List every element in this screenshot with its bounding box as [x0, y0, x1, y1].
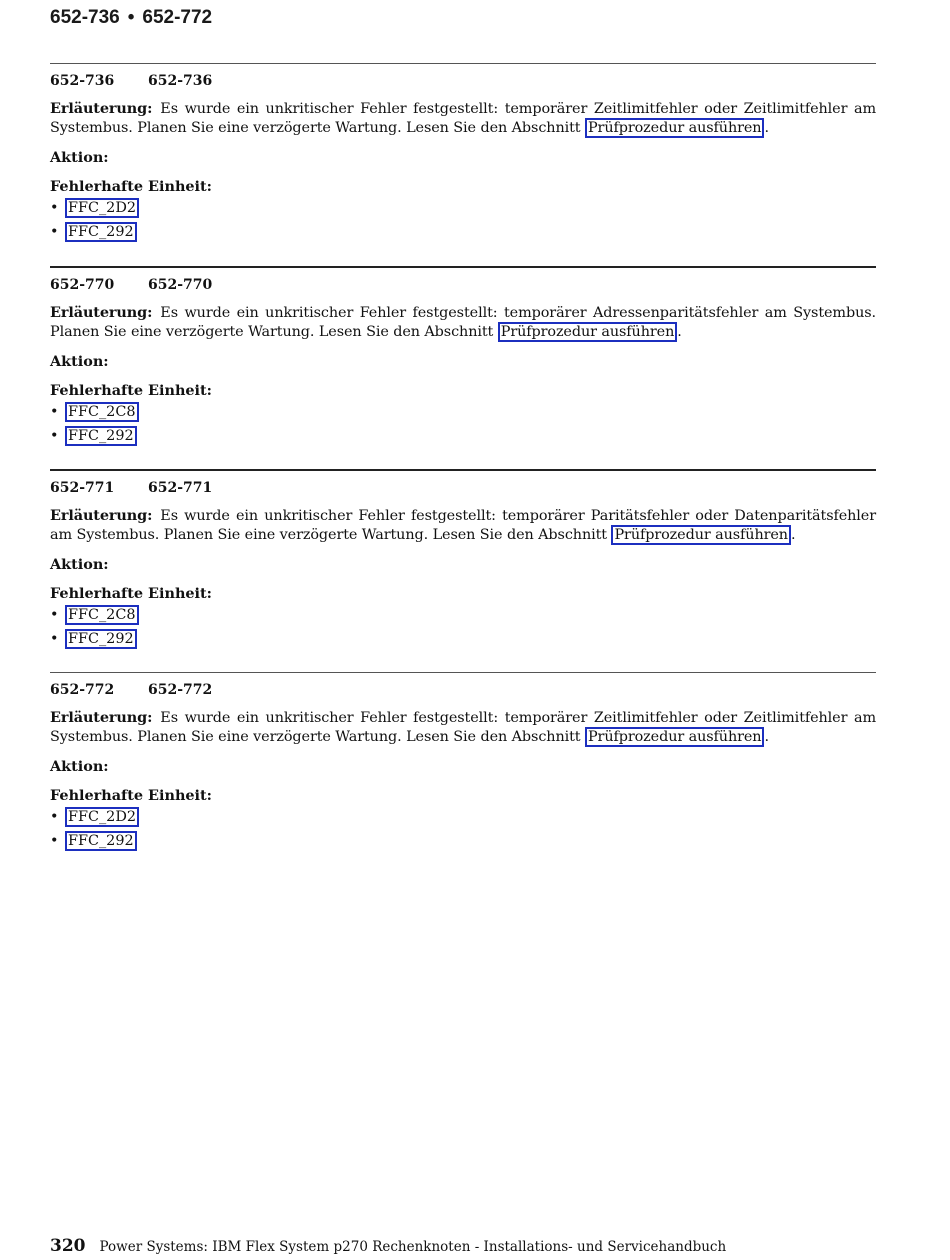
error-code-line [50, 479, 876, 501]
explanation-end: . [764, 729, 769, 745]
explanation-text: Es wurde ein unkritischer Fehler festgestellt: temporärer Zeitlimitfehler oder Zeitlimitfehler am Systembus. Planen Sie eine verzögerte Wartung. Lesen Sie den Abschnitt [50, 101, 876, 136]
ffc-link[interactable]: FFC_292 [65, 426, 137, 446]
explanation-end: . [790, 527, 796, 543]
explanation-label: Erläuterung: [50, 507, 153, 524]
action-label: Aktion: [50, 149, 109, 166]
failing-unit-list [50, 605, 876, 653]
explanation-paragraph [50, 99, 876, 138]
bullet: • [50, 428, 59, 444]
bullet: • [50, 200, 59, 216]
bullet: • [50, 607, 59, 623]
explanation-paragraph [50, 303, 876, 342]
list-item [50, 831, 876, 855]
explanation-label: Erläuterung: [50, 100, 153, 117]
explanation-text: Es wurde ein unkritischer Fehler festgestellt: temporärer Adressenparitätsfehler am Systembus. Planen Sie eine verzögerte Wartung. Lesen Sie den Abschnitt [50, 305, 876, 340]
error-code-repeat: 652-772 [148, 682, 213, 698]
explanation-end: . [764, 120, 769, 136]
ffc-link[interactable]: FFC_292 [65, 629, 137, 649]
failing-unit-label: Fehlerhafte Einheit: [50, 787, 212, 804]
error-entry-652-770 [50, 266, 876, 460]
bullet: • [50, 404, 59, 420]
explanation-label: Erläuterung: [50, 304, 153, 321]
page-number: 320 [50, 1236, 86, 1256]
failing-unit-list [50, 402, 876, 450]
ffc-link[interactable]: FFC_292 [65, 222, 137, 242]
explanation-end: . [677, 324, 682, 340]
error-code-line [50, 276, 876, 298]
action-label: Aktion: [50, 758, 109, 775]
bullet: • [50, 833, 59, 849]
explanation-paragraph [50, 506, 876, 545]
page-footer [50, 1236, 726, 1256]
ffc-link[interactable]: FFC_2C8 [65, 605, 139, 625]
procedure-link[interactable]: Prüfprozedur ausführen [585, 727, 765, 747]
error-code-list [50, 63, 876, 875]
error-code: 652-772 [50, 682, 115, 698]
error-code-line [50, 72, 876, 94]
failing-unit-label: Fehlerhafte Einheit: [50, 178, 212, 195]
header-code-start: 652-736 [50, 7, 120, 28]
failing-unit-label: Fehlerhafte Einheit: [50, 382, 212, 399]
failing-unit-list [50, 807, 876, 855]
error-code: 652-736 [50, 73, 115, 89]
failing-unit-list [50, 198, 876, 246]
explanation-text: Es wurde ein unkritischer Fehler festgestellt: temporärer Zeitlimitfehler oder Zeitlimitfehler am Systembus. Planen Sie eine verzögerte Wartung. Lesen Sie den Abschnitt [50, 710, 876, 745]
document-title: Power Systems: IBM Flex System p270 Rechenknoten - Installations- und Servicehandbuch [99, 1239, 727, 1255]
procedure-link[interactable]: Prüfprozedur ausführen [498, 322, 678, 342]
ffc-link[interactable]: FFC_2C8 [65, 402, 139, 422]
error-entry-652-772 [50, 672, 876, 866]
list-item [50, 605, 876, 629]
procedure-link[interactable]: Prüfprozedur ausführen [611, 525, 791, 545]
action-label: Aktion: [50, 556, 109, 573]
error-code-repeat: 652-736 [148, 73, 213, 89]
header-code-end: 652-772 [142, 7, 213, 28]
list-item [50, 222, 876, 246]
page-header [50, 7, 212, 29]
error-code-repeat: 652-770 [148, 277, 213, 293]
list-item [50, 807, 876, 831]
list-item [50, 198, 876, 222]
bullet: • [50, 224, 59, 240]
ffc-link[interactable]: FFC_2D2 [65, 198, 139, 218]
explanation-paragraph [50, 708, 876, 747]
procedure-link[interactable]: Prüfprozedur ausführen [585, 118, 765, 138]
explanation-label: Erläuterung: [50, 709, 153, 726]
error-code-repeat: 652-771 [148, 480, 213, 496]
list-item [50, 426, 876, 450]
failing-unit-label: Fehlerhafte Einheit: [50, 585, 212, 602]
action-label: Aktion: [50, 353, 109, 370]
error-code-line [50, 681, 876, 703]
explanation-text: Es wurde ein unkritischer Fehler festgestellt: temporärer Paritätsfehler oder Datenparitätsfehler am Systembus. Planen Sie eine verzögerte Wartung. Lesen Sie den Abschnitt [50, 508, 876, 543]
bullet: • [50, 809, 59, 825]
error-entry-652-771 [50, 469, 876, 663]
error-code: 652-771 [50, 480, 115, 496]
error-code: 652-770 [50, 277, 115, 293]
ffc-link[interactable]: FFC_292 [65, 831, 137, 851]
error-entry-652-736 [50, 63, 876, 257]
list-item [50, 629, 876, 653]
header-separator: • [127, 7, 135, 28]
list-item [50, 402, 876, 426]
ffc-link[interactable]: FFC_2D2 [65, 807, 139, 827]
bullet: • [50, 631, 59, 647]
